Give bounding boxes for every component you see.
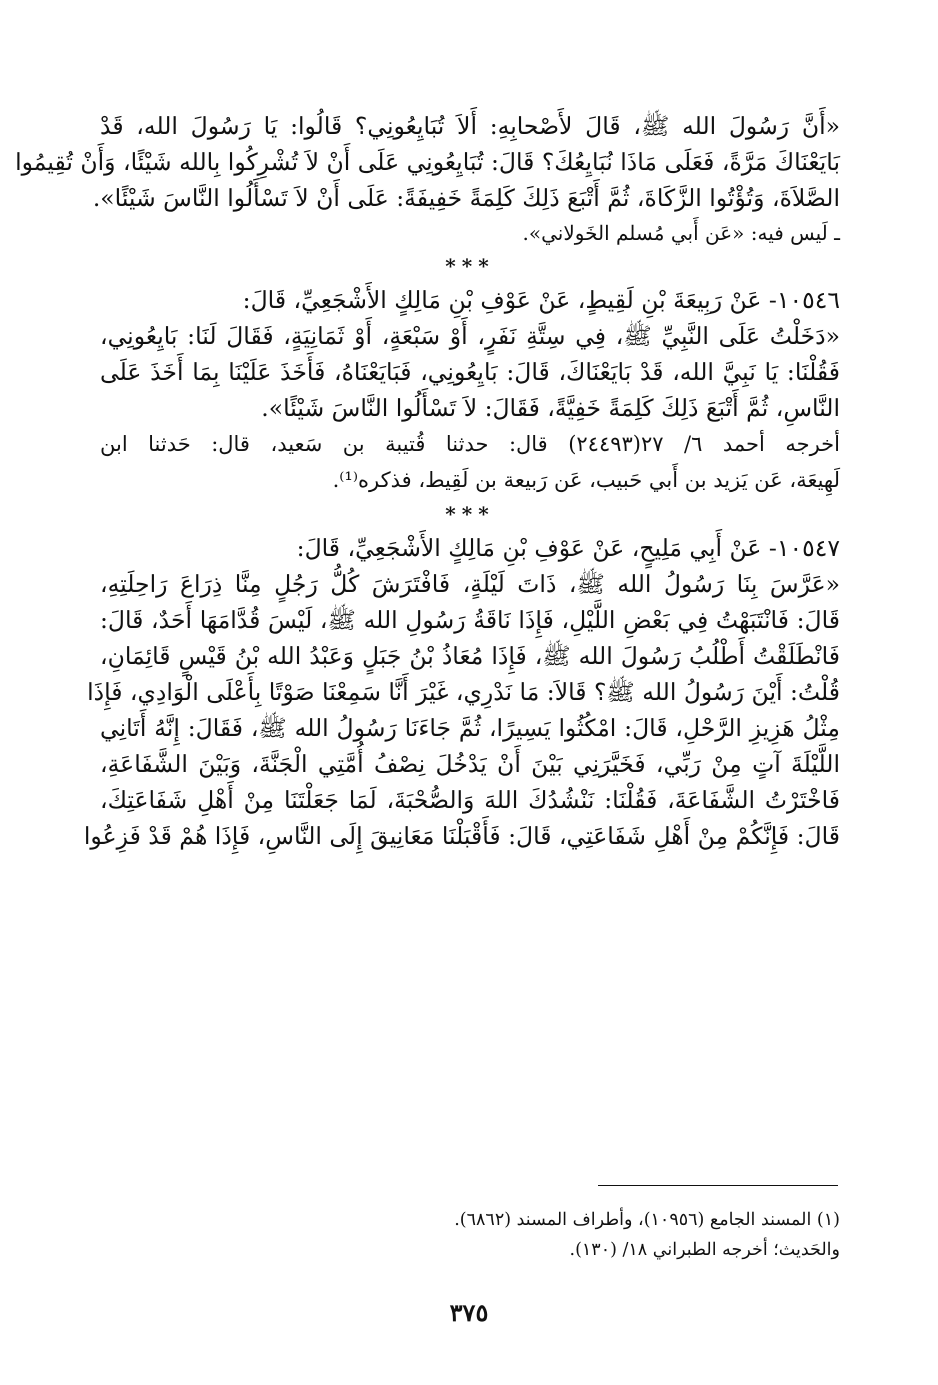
source-line: لَهِيعَة، عَن يَزيد بن أَبي حَبيب، عَن رَبيعة بن لَقِيط، فذكره⁽¹⁾. [332, 468, 840, 492]
hadith-source [100, 426, 840, 498]
source-line: أخرجه أحمد ٦/ ٢٧(٢٤٤٩٣) قال: حدثنا قُتيبة بن سَعيد، قال: حَدثنا ابن [100, 432, 840, 456]
text-line: قَالَ: فَانْتَبَهْتُ فِي بَعْضِ اللَّيْلِ، فَإِذَا نَاقَةُ رَسُولِ الله ﷺ، لَيْسَ قُدَّامَهَا أَحَدٌ، قَالَ: [100, 606, 840, 634]
text-line: فَقُلْنَا: يَا نَبِيَّ الله، قَدْ بَايَعْنَاكَ، قَالَ: بَايِعُونِي، فَبَايَعْنَاهُ، فَأَخَذَ عَلَيْنَا بِمَا أَخَذَ عَلَى [100, 358, 840, 386]
hadith-10546 [100, 282, 840, 498]
page-body [15, 108, 840, 854]
text-line: فَاخْتَرْتُ الشَّفَاعَةَ، فَقُلْنَا: نَنْشُدُكَ اللهَ وَالصُّحْبَةَ، لَمَا جَعَلْتَنَا مِنْ أَهْلِ شَفَاعَتِكَ، [100, 786, 840, 814]
text-line: قُلْتُ: أَيْنَ رَسُولُ الله ﷺ؟ قَالاَ: مَا نَدْرِي، غَيْرَ أَنَّا سَمِعْنَا صَوْتًا بِأَعْلَى الْوَادِي، فَإِذَا [87, 678, 840, 706]
editor-note: ـ لَيس فيه: «عَن أَبي مُسلم الخَولاني». [522, 221, 840, 245]
text-line: قَالَ: فَإِنَّكُمْ مِنْ أَهْلِ شَفَاعَتِي، قَالَ: فَأَقْبَلْنَا مَعَانِيقَ إِلَى النَّاسِ، فَإِذَا هُمْ قَدْ فَزِعُوا [83, 822, 840, 850]
text-line: «دَخَلْتُ عَلَى النَّبِيِّ ﷺ، فِي سِتَّةِ نَفَرٍ، أَوْ سَبْعَةٍ، أَوْ ثَمَانِيَةٍ، فَقَالَ لَنَا: بَايِعُونِي، [100, 322, 840, 350]
hadith-heading: ١٠٥٤٦- عَنْ رَبِيعَةَ بْنِ لَقِيطٍ، عَنْ عَوْفِ بْنِ مَالِكٍ الأَشْجَعِيِّ، قَالَ: [242, 286, 840, 314]
text-line: اللَّيْلَةَ آتٍ مِنْ رَبِّي، فَخَيَّرَنِي بَيْنَ أَنْ يَدْخُلَ نِصْفُ أُمَّتِي الْجَنَّةَ، وَبَيْنَ الشَّفَاعَةِ، [100, 750, 840, 778]
footnote-divider [598, 1185, 838, 1186]
hadith-continuation [15, 108, 840, 216]
text-line: «أَنَّ رَسُولَ الله ﷺ، قَالَ لأَصْحابِهِ: أَلاَ تُبَايِعُونِي؟ قَالُوا: يَا رَسُولَ الله، قَدْ [100, 112, 840, 140]
section-separator: *** [445, 502, 495, 526]
section-separator: *** [445, 254, 495, 278]
footnote: والحَديث؛ أخرجه الطبراني ١٨/ (١٣٠). [569, 1240, 840, 1260]
text-line: بَايَعْنَاكَ مَرَّةً، فَعَلَى مَاذَا نُبَايِعُكَ؟ قَالَ: تُبَايِعُونِي عَلَى أَنْ لاَ تُشْرِكُوا بِالله شَيْئًا، وَأَنْ تُقِيمُوا [15, 148, 840, 176]
footnotes [100, 1205, 840, 1265]
text-line: الصَّلاَةَ، وَتُؤْتُوا الزَّكَاةَ، ثُمَّ أَتْبَعَ ذَلِكَ كَلِمَةً خَفِيفَةً: عَلَى أَنْ لاَ تَسْأَلُوا النَّاسَ شَيْئًا». [92, 184, 840, 212]
page-number: ٣٧٥ [449, 1298, 489, 1327]
text-line: مِثْلُ هَزِيزِ الرَّحْلِ، قَالَ: امْكُثُوا يَسِيرًا، ثُمَّ جَاءَنَا رَسُولُ الله ﷺ، فَقَالَ: إِنَّهُ أَتَانِي [100, 714, 840, 742]
hadith-heading: ١٠٥٤٧- عَنْ أَبِي مَلِيحٍ، عَنْ عَوْفِ بْنِ مَالِكٍ الأَشْجَعِيِّ، قَالَ: [296, 534, 840, 562]
text-line: النَّاسِ، ثُمَّ أَتْبَعَ ذَلِكَ كَلِمَةً خَفِيَّةً، فَقَالَ: لاَ تَسْأَلُوا النَّاسَ شَيْئًا». [261, 394, 840, 422]
text-line: فَانْطَلَقْتُ أَطْلُبُ رَسُولَ الله ﷺ، فَإِذَا مُعَاذُ بْنُ جَبَلٍ وَعَبْدُ الله بْنُ قَيْسٍ قَائِمَانِ، [100, 642, 840, 670]
footnote: (١) المسند الجامع (١٠٩٥٦)، وأطراف المسند (٦٨٦٢). [454, 1210, 840, 1230]
hadith-10547 [83, 530, 840, 854]
text-line: «عَرَّسَ بِنَا رَسُولُ الله ﷺ، ذَاتَ لَيْلَةٍ، فَافْتَرَشَ كُلُّ رَجُلٍ مِنَّا ذِرَاعَ رَاحِلَتِهِ، [100, 570, 840, 598]
